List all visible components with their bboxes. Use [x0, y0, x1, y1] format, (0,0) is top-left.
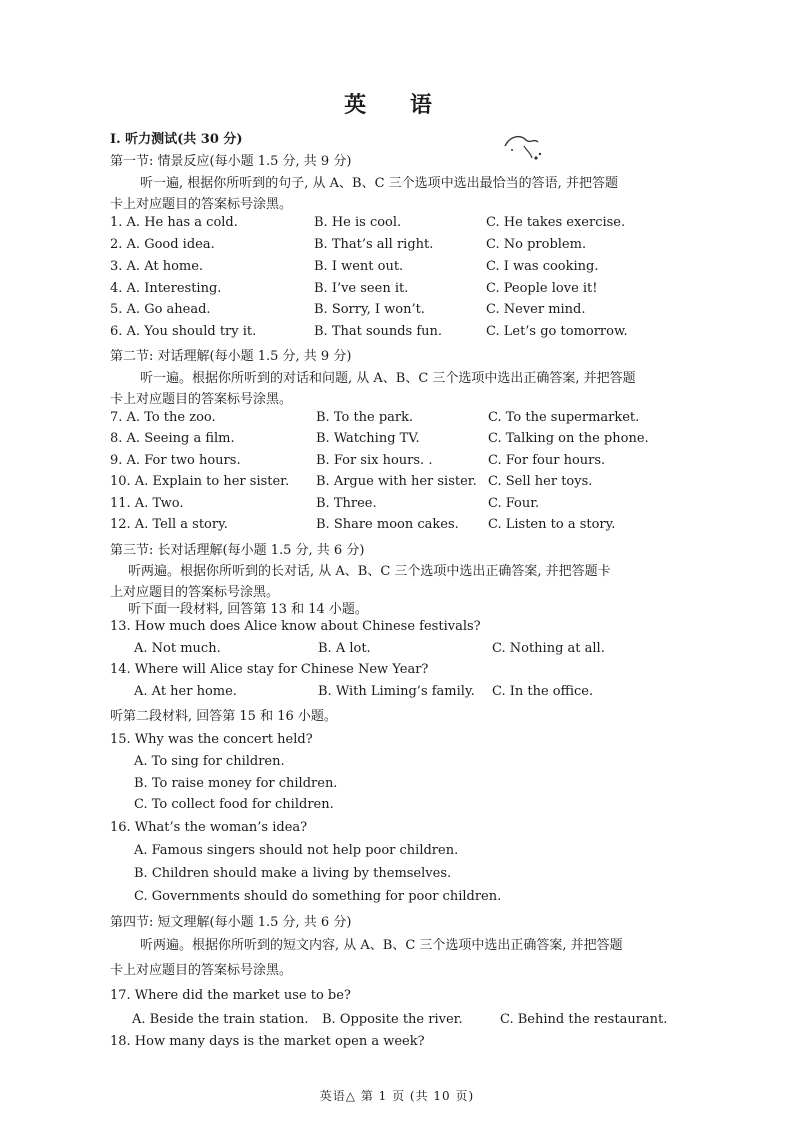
- item-11-option-b: B. Three.: [316, 496, 377, 511]
- page-footer: 英语△ 第 1 页 (共 10 页): [319, 1089, 475, 1103]
- item-7-option-a: 7. A. To the zoo.: [110, 410, 216, 425]
- item-5-option-c: C. Never mind.: [486, 302, 586, 317]
- item-12-option-a: 12. A. Tell a story.: [110, 517, 228, 532]
- item-10-option-c: C. Sell her toys.: [488, 474, 593, 489]
- item-3-option-b: B. I went out.: [314, 259, 404, 274]
- part1-instruction-cont: 卡上对应题目的答案标号涂黑。: [110, 197, 293, 212]
- part3-heading: 第三节: 长对话理解(每小题 1.5 分, 共 6 分): [110, 543, 365, 558]
- q16-option-b: B. Children should make a living by themselves.: [134, 866, 452, 881]
- item-8-option-b: B. Watching TV.: [316, 431, 420, 446]
- part4-instruction-cont: 卡上对应题目的答案标号涂黑。: [110, 963, 293, 978]
- question-17: 17. Where did the market use to be?: [110, 988, 351, 1003]
- item-6-option-b: B. That sounds fun.: [314, 324, 443, 339]
- part2-instruction-cont: 卡上对应题目的答案标号涂黑。: [110, 392, 293, 407]
- item-5-option-b: B. Sorry, I won’t.: [314, 302, 425, 317]
- item-5-option-a: 5. A. Go ahead.: [110, 302, 211, 317]
- part4-instruction: 听两遍。根据你所听到的短文内容, 从 A、B、C 三个选项中选出正确答案, 并把答题: [140, 938, 623, 953]
- q17-option-a: A. Beside the train station.: [132, 1012, 309, 1027]
- item-8-option-c: C. Talking on the phone.: [488, 431, 649, 446]
- q16-option-c: C. Governments should do something for poor children.: [134, 889, 502, 904]
- item-7-option-c: C. To the supermarket.: [488, 410, 640, 425]
- q14-option-a: A. At her home.: [134, 684, 237, 699]
- item-10-option-b: B. Argue with her sister.: [316, 474, 477, 489]
- item-9-option-c: C. For four hours.: [488, 453, 606, 468]
- item-2-option-c: C. No problem.: [486, 237, 587, 252]
- item-11-option-c: C. Four.: [488, 496, 540, 511]
- item-4-option-c: C. People love it!: [486, 281, 598, 296]
- item-6-option-c: C. Let’s go tomorrow.: [486, 324, 628, 339]
- item-1-option-a: 1. A. He has a cold.: [110, 215, 238, 230]
- ink-smudge-icon: [500, 128, 550, 168]
- q13-option-b: B. A lot.: [318, 641, 371, 656]
- question-16: 16. What’s the woman’s idea?: [110, 820, 308, 835]
- q17-option-b: B. Opposite the river.: [322, 1012, 463, 1027]
- item-8-option-a: 8. A. Seeing a film.: [110, 431, 235, 446]
- part2-instruction: 听一遍。根据你所听到的对话和问题, 从 A、B、C 三个选项中选出正确答案, 并把答题: [140, 371, 636, 386]
- part4-heading: 第四节: 短文理解(每小题 1.5 分, 共 6 分): [110, 915, 352, 930]
- part1-instruction: 听一遍, 根据你所听到的句子, 从 A、B、C 三个选项中选出最恰当的答语, 并把答题: [140, 176, 618, 191]
- item-2-option-a: 2. A. Good idea.: [110, 237, 215, 252]
- item-7-option-b: B. To the park.: [316, 410, 414, 425]
- q13-option-c: C. Nothing at all.: [492, 641, 605, 656]
- part3-material-1: 听下面一段材料, 回答第 13 和 14 小题。: [128, 602, 368, 617]
- section-heading: I. 听力测试(共 30 分): [110, 132, 243, 147]
- question-14: 14. Where will Alice stay for Chinese New Year?: [110, 662, 429, 677]
- q16-option-a: A. Famous singers should not help poor children.: [134, 843, 459, 858]
- item-3-option-a: 3. A. At home.: [110, 259, 204, 274]
- item-1-option-b: B. He is cool.: [314, 215, 402, 230]
- item-11-option-a: 11. A. Two.: [110, 496, 184, 511]
- part2-heading: 第二节: 对话理解(每小题 1.5 分, 共 9 分): [110, 349, 352, 364]
- page-title: 英 语: [344, 92, 450, 118]
- part3-instruction: 听两遍。根据你所听到的长对话, 从 A、B、C 三个选项中选出正确答案, 并把答题卡: [128, 564, 611, 579]
- item-6-option-a: 6. A. You should try it.: [110, 324, 257, 339]
- q15-option-a: A. To sing for children.: [134, 754, 285, 769]
- part1-heading: 第一节: 情景反应(每小题 1.5 分, 共 9 分): [110, 154, 352, 169]
- q17-option-c: C. Behind the restaurant.: [500, 1012, 668, 1027]
- question-15: 15. Why was the concert held?: [110, 732, 313, 747]
- q15-option-c: C. To collect food for children.: [134, 797, 334, 812]
- item-10-option-a: 10. A. Explain to her sister.: [110, 474, 290, 489]
- question-18: 18. How many days is the market open a week?: [110, 1034, 425, 1049]
- item-12-option-c: C. Listen to a story.: [488, 517, 616, 532]
- part3-instruction-cont: 上对应题目的答案标号涂黑。: [110, 585, 280, 600]
- item-9-option-a: 9. A. For two hours.: [110, 453, 241, 468]
- item-1-option-c: C. He takes exercise.: [486, 215, 626, 230]
- q14-option-c: C. In the office.: [492, 684, 594, 699]
- item-12-option-b: B. Share moon cakes.: [316, 517, 459, 532]
- item-2-option-b: B. That’s all right.: [314, 237, 434, 252]
- item-3-option-c: C. I was cooking.: [486, 259, 599, 274]
- item-4-option-b: B. I’ve seen it.: [314, 281, 409, 296]
- q13-option-a: A. Not much.: [134, 641, 221, 656]
- question-13: 13. How much does Alice know about Chinese festivals?: [110, 619, 481, 634]
- item-9-option-b: B. For six hours. .: [316, 453, 433, 468]
- q14-option-b: B. With Liming’s family.: [318, 684, 475, 699]
- item-4-option-a: 4. A. Interesting.: [110, 281, 222, 296]
- q15-option-b: B. To raise money for children.: [134, 776, 338, 791]
- part3-material-2: 听第二段材料, 回答第 15 和 16 小题。: [110, 709, 337, 724]
